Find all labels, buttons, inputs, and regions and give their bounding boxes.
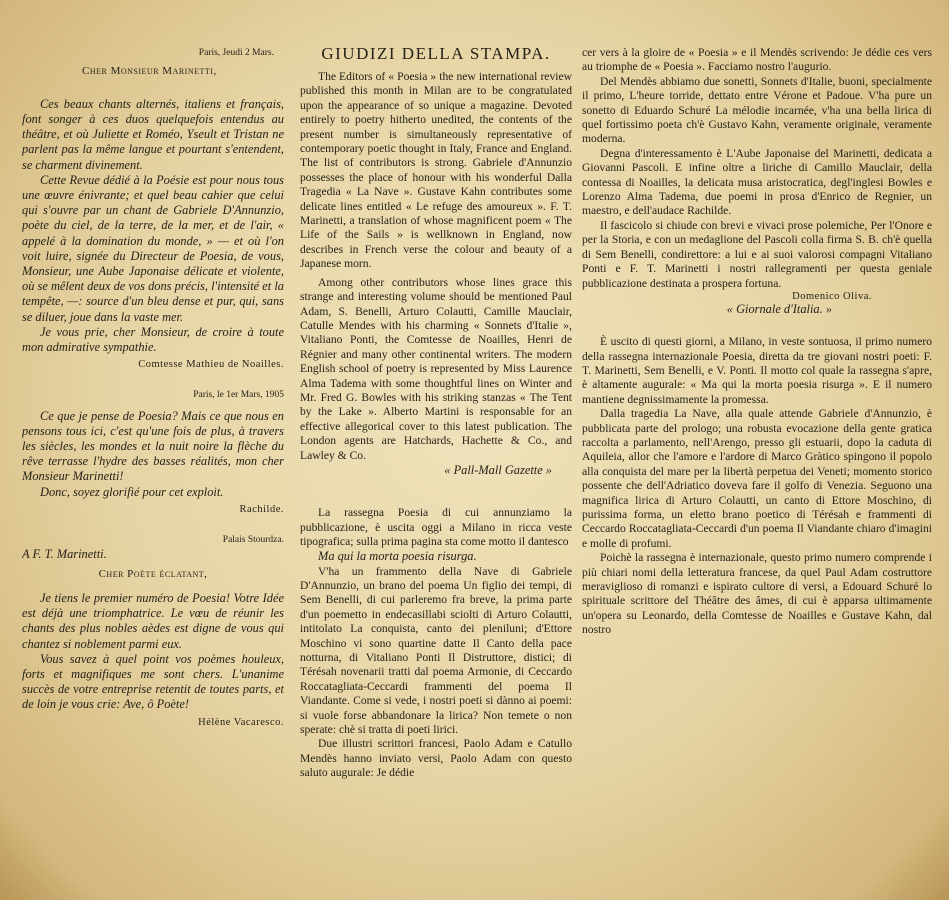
review-paragraph: Poichè la rassegna è internazionale, questo primo numero comprende i più chiari nomi della letteratura francese, da quel Paul Adam costruttore meraviglioso di romanzi e ispirato cultore di versi, a Edouard Schuré lo spirituale scrittore del Théâtre des âmes, di cui è apparsa ultimamente un'opera su Leonardo, della Comtesse de Noailles e Gustave Kahn, dal nostro xyxy=(582,551,932,637)
letter-rachilde-paragraph: Donc, soyez glorifié pour cet exploit. xyxy=(40,484,224,499)
letter-vacaresco-paragraph: Vous savez à quel point vos poèmes houleux, forts et magnifiques me sont chers. L'unanime succès de votre entreprise retentit de toutes parts, et de loin je vous crie: Ave, ô Poète! xyxy=(22,651,284,712)
review-paragraph: Degna d'interessamento è L'Aube Japonaise del Marinetti, dedicata a Giovanni Pascoli. E infine oltre a liriche di Camillo Mauclair, della contessa di Noailles, la delicata musa aristocratica, degl'inglesi Bowles e Lorenzo Alma Tadema, due poemi in prosa d'Enrico de Regnier, un maestro, e dell'audace Rachilde. xyxy=(582,146,932,218)
italian-review-paragraph: V'ha un frammento della Nave di Gabriele D'Annunzio, un brano del poema Un figlio dei tempi, di Sem Benelli, di cui parleremo fra breve, la prima parte d'un poemetto in endecasillabi sciolti di Arturo Colautti, intitolato La conquista, canto dei pleniluni; d'Ettore Moschino vi sono quartine datte Il Canto della pace notturna, di Vitaliano Ponti Il Distruttore, distici; di Térésah novenarii tratti dal poema Armonie, di Ceccardo Roccatagliata-Ceccardi frammenti del poema Il Viandante. Come si vede, i nostri poeti si dànno ai poemi: si vuole forse abbandonare la lirica? Non temete o non sperate: chè si tratta di poeti lirici. xyxy=(300,564,572,737)
review-paragraph: Del Mendès abbiamo due sonetti, Sonnets d'Italie, buoni, specialmente il primo, L'heure torride, dettato entre Vérone et Padoue. V'ha pure un sonetto di Eduardo Schuré La mélodie incarnée, v'ha una bella lirica di quel fortissimo poeta ch'è Gustavo Kahn, veramente originale, veramente moderna. xyxy=(582,74,932,146)
review-paragraph: cer vers à la gloire de « Poesia » e il Mendès scrivendo: Je dédie ces vers au triomphe de « Poesia ». Facciamo nostro l'augurio. xyxy=(582,46,932,74)
review-paragraph: È uscito di questi giorni, a Milano, in veste sontuosa, il primo numero della rassegna internazionale Poesia, diretta da tre giovani nostri poeti: F. T. Marinetti, Sem Benelli, e V. Ponti. Il motto col quale la rassegna s'apre, è altamente augurale: « Ma qui la morta poesia risurga ». E il numero mantiene degnissimamente la promessa. xyxy=(582,335,932,406)
italian-review-paragraph: Due illustri scrittori francesi, Paolo Adam e Catullo Mendès hanno inviato versi, Paolo Adam con questo saluto augurale: Je dédie xyxy=(300,737,572,780)
signature-vacaresco: Hélène Vacaresco. xyxy=(198,716,284,728)
letters-column xyxy=(22,0,284,900)
english-review-paragraph: Among other contributors whose lines grace this strange and interesting volume should be mentioned Paul Adam, S. Benelli, Arturo Colautti, Camille Mauclair, Catulle Mendes with his charming « Sonnets d'Italie », Vitaliano Ponti, the Comtesse de Noailles, Henri de Régnier and many other continental writers. The modern English school of poetry is represented by Miss Laurence Alma Tadema with some thoughtful lines on Winter and Mr. Fred G. Bowles with his striking stanzas « The Tent by the Lake ». Alberto Martini is responsable for an effective allegorical cover to this latest publication. The London agents are Hatchards, Hachette & Co., and Lawley & Co. xyxy=(300,275,572,462)
motto-line: Ma qui la morta poesia risurga. xyxy=(318,549,477,564)
letter-rachilde-paragraph: Ce que je pense de Poesia? Mais ce que nous en pensons tous ici, c'est qu'une fois de plus, à travers les siècles, les mondes et la nuit noire la flèche du rêve terrasse l'hydre des basses réalités, mon cher Monsieur Marinetti! xyxy=(22,408,284,484)
salutation-noailles: Cher Monsieur Marinetti, xyxy=(82,65,217,78)
signature-noailles: Comtesse Mathieu de Noailles. xyxy=(138,359,284,371)
english-review-paragraph: The Editors of « Poesia » the new international review published this month in Milan are to be congratulated upon the appearance of so unique a magazine. Devoted entirely to poetry hitherto unedited, the contents of the present number is simultaneously representative of contemporary poetic thought in Italy, France and England. The list of contributors is strong. Gabriele d'Annunzio possesses the place of honour with his wonderful Dalla Tragedia « La Nave ». Gustave Kahn contributes some delicate lines entitled « Le refuge des amoureux ». F. T. Marinetti, a translation of whose magnificent poem « The Life of the Sails » is wellknown in England, now describes in French verse the colour and beauty of a Japanese morn. xyxy=(300,70,572,271)
dateline-rachilde: Paris, le 1er Mars, 1905 xyxy=(193,390,284,401)
press-column xyxy=(300,0,572,900)
source-giornale: « Giornale d'Italia. » xyxy=(726,301,832,316)
source-pall-mall: « Pall-Mall Gazette » xyxy=(444,462,552,477)
page-title: GIUDIZI DELLA STAMPA. xyxy=(321,44,551,63)
addressee-vacaresco: A F. T. Marinetti. xyxy=(22,547,107,562)
review-column xyxy=(582,0,932,900)
dateline-noailles: Paris, Jeudi 2 Mars. xyxy=(198,48,274,58)
letter-noailles-paragraph: Ces beaux chants alternés, italiens et français, font songer à ces duos quelquefois entendus au théâtre, et où Juliette et Roméo, Yseult et Tristan ne parlent pas la même langue et pourtant s'entendent, se charment divinement. xyxy=(22,96,284,172)
dateline-vacaresco: Palais Stourdza. xyxy=(222,534,284,545)
italian-review-paragraph: La rassegna Poesia di cui annunziamo la pubblicazione, è uscita oggi a Milano in ricca veste tipografica; sulla prima pagina sta come motto il dantesco xyxy=(300,506,572,548)
salutation-vacaresco: Cher Poète éclatant, xyxy=(98,567,208,580)
signature-rachilde: Rachilde. xyxy=(239,503,284,515)
letter-vacaresco-paragraph: Je tiens le premier numéro de Poesia! Votre Idée est déjà une triomphatrice. Le vœu de réunir les chants des plus nobles aèdes est digne de vous qui chantez si noblement parmi eux. xyxy=(22,590,284,651)
review-paragraph: Dalla tragedia La Nave, alla quale attende Gabriele d'Annunzio, è pubblicata parte del prologo; una robusta evocazione della gente gratica raccolta a parlamento, nell'Arengo, presso gli estuarii, dopo la caduta di Aquileia, allor che l'amore e l'ardore di Marco Gràtico spingono il popolo alla conquista del mare per la libertà perpetua dei Veneti; momento storico possente che dell'Adriatico doveva fare il golfo di Venezia. Seguono una magnifica lirica di Arturo Colautti, un canto di Ettore Moschino, di purissima forma, un eletto brano poetico di Térésah e frammenti di Ceccardo Roccatagliata-Ceccardi d'un poema Il Viandante chiaro d'imagini e molle di profumi. xyxy=(582,407,932,550)
letter-noailles-paragraph: Je vous prie, cher Monsieur, de croire à toute mon admirative sympathie. xyxy=(22,324,284,355)
signature-oliva: Domenico Oliva. xyxy=(792,290,872,302)
letter-noailles-paragraph: Cette Revue dédié à la Poésie est pour nous tous une œuvre énivrante; et quel beau cahier que celui qui s'ouvre par un chant de Gabriele D'Annunzio, poète du ciel, de la terre, de la mer, et de l'air, « appelé à la domination du monde, » — et où l'on voit luire, signée du Directeur de Poesia, de vous, Monsieur, une Aube Japonaise délicate et violente, où se mêlent deux de vos dons précis, l'intensité et la tempête, —: source d'un bleu dense et pur, qui, sans se diluer, joue dans la vaste mer. xyxy=(22,172,284,324)
review-paragraph: Il fascicolo si chiude con brevi e vivaci prose polemiche, Per l'Onore e per la Storia, e con un medaglione del Pascoli colla firma S. B. ch'è quella di Sem Benelli, condirettore: a lui e ai suoi valorosi compagni Vitaliano Ponti e F. T. Marinetti i nostri rallegramenti per questa geniale pubblicazione destinata a prospera fortuna. xyxy=(582,218,932,290)
